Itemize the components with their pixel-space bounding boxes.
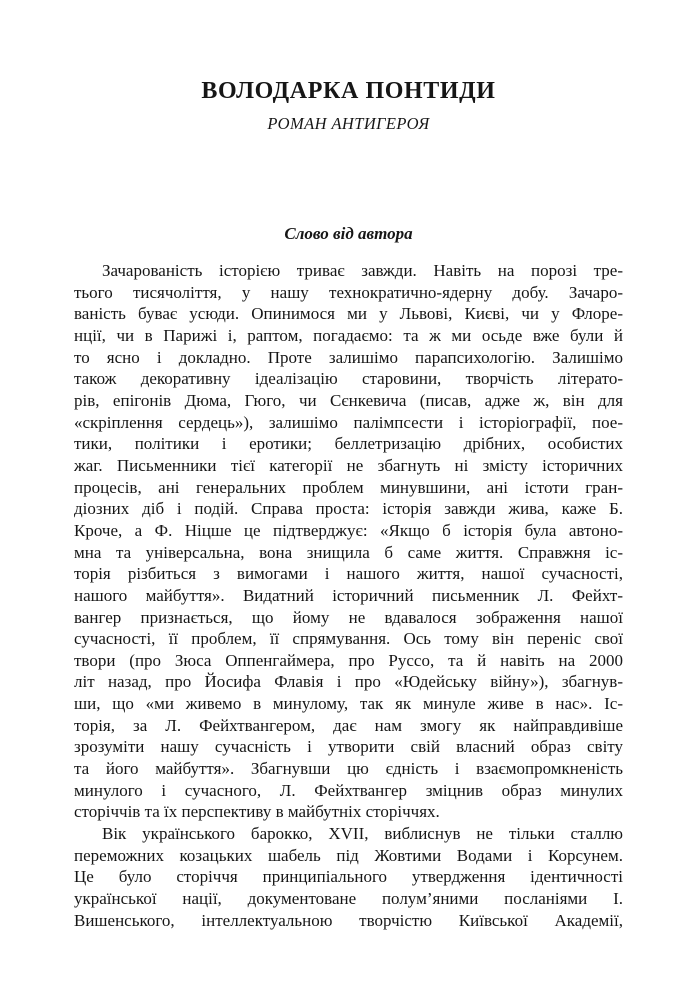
book-subtitle: РОМАН АНТИГЕРОЯ	[267, 114, 430, 133]
text-line: Кроче, а Ф. Ніцше це підтверджує: «Якщо б історія була автоно-	[74, 520, 623, 540]
text-line: Вишенського, інтеллектуальною творчістю Київської Академії,	[74, 910, 623, 930]
text-line: нашого майбуття». Видатний історичний письменник Л. Фейхт-	[74, 585, 623, 605]
text-line: та його майбуття». Збагнувши цю єдність і взаємопромкненість	[74, 759, 623, 779]
text-line: ши, що «ми живемо в минулому, так як минуле живе в нас». Іс-	[74, 694, 623, 714]
text-line: зрозуміти нашу сучасність і утворити свій власний образ світу	[74, 737, 623, 757]
body-text	[74, 260, 623, 931]
text-line: сторіччів та їх перспективу в майбутніх сторіччях.	[74, 802, 440, 822]
text-line: тього тисячоліття, у нашу технократично-ядерну добу. Зачаро-	[74, 282, 623, 302]
text-line: сучасності, її проблем, її спрямування. Ось тому він переніс свої	[74, 629, 623, 649]
section-heading: Слово від автора	[284, 224, 413, 243]
text-line: переможних козацьких шабель під Жовтими Водами і Корсунем.	[74, 845, 623, 865]
text-line: минулого і сучасного, Л. Фейхтвангер зміцнив образ минулих	[74, 780, 623, 800]
text-line: то ясно і докладно. Проте залишімо парапсихологію. Залишімо	[74, 347, 623, 367]
book-title: ВОЛОДАРКА ПОНТИДИ	[201, 78, 496, 104]
text-line: вангер признається, що йому не вдавалося зображення нашої	[74, 607, 623, 627]
text-line: літ назад, про Йосифа Флавія і про «Юдейську війну»), збагнув-	[74, 672, 623, 692]
text-line: Вік українського барокко, XVII, виблиснув не тільки сталлю	[102, 824, 623, 844]
text-line: нції, чи в Парижі і, раптом, погадаємо: та ж ми осьде вже були й	[74, 325, 623, 345]
text-line: «скріплення сердець»), залишімо палімпсести і історіографії, пое-	[74, 412, 623, 432]
text-line: жаг. Письменники тієї категорії не збагнуть ні змісту історичних	[74, 455, 623, 475]
paragraph-1	[74, 260, 623, 823]
text-line: торія, за Л. Фейхтвангером, дає нам змогу як найправдивіше	[74, 715, 623, 735]
text-line: також декоративну ідеалізацію старовини, творчість літерато-	[74, 369, 623, 389]
text-line: тики, політики і еротики; беллетризацію дрібних, особистих	[74, 434, 623, 454]
paragraph-2	[74, 823, 623, 931]
page-content	[74, 0, 623, 931]
text-line: торія різбиться з вимогами і нашого життя, нашої сучасності,	[74, 564, 623, 584]
text-line: української нації, документоване полум’яними посланіями І.	[74, 889, 623, 909]
text-line: діозних діб і подій. Справа проста: історія завжди жива, каже Б.	[74, 499, 623, 519]
text-line: ваність буває усюди. Опинимося ми у Львові, Києві, чи у Флоре-	[74, 304, 623, 324]
text-line: мна та універсальна, вона знищила б саме життя. Справжня іс-	[74, 542, 623, 562]
text-line: твори (про Зюса Оппенгаймера, про Руссо, та й навіть на 2000	[74, 650, 623, 670]
text-line: процесів, ані генеральних проблем минувшини, ані істоти гран-	[74, 477, 623, 497]
text-line: рів, епігонів Дюма, Гюго, чи Сєнкевича (писав, адже ж, він для	[74, 390, 623, 410]
text-line: Це було сторіччя принципіального утвердження ідентичності	[74, 867, 623, 887]
text-line: Зачарованість історією триває завжди. Навіть на порозі тре-	[102, 261, 623, 280]
